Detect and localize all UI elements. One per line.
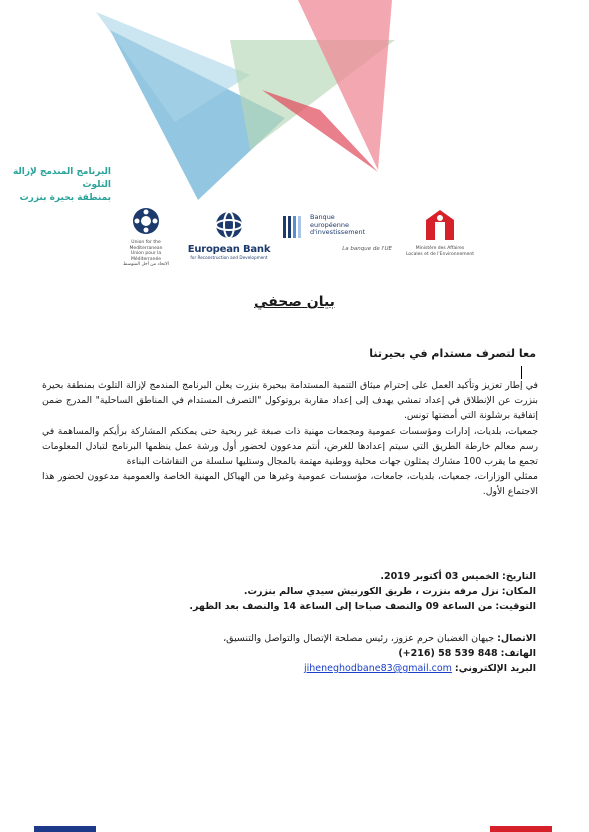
- eib-slogan: La banque de l'UE: [342, 246, 392, 252]
- document-subtitle: معا لتصرف مستدام في بحيرتنا: [369, 347, 536, 360]
- place-label: المكان:: [501, 586, 536, 597]
- ufm-line3: الاتحاد من أجل المتوسط: [123, 262, 169, 267]
- ministry-logo: [405, 208, 475, 257]
- contact-email: [223, 661, 536, 676]
- eib-line2: européenne: [310, 220, 349, 229]
- eib-logo: [282, 214, 392, 252]
- event-place: [189, 584, 536, 599]
- email-link[interactable]: jiheneghodbane83@gmail.com: [303, 663, 452, 674]
- contact-value: جيهان الغضبان حرم عزوز، رئيس مصلحة الإتصال والتواصل والتنسيق،: [223, 633, 495, 644]
- ebrd-name: European Bank: [187, 244, 271, 255]
- ufm-line2: Union pour la Méditerranée: [130, 251, 162, 262]
- ufm-logo: [116, 206, 176, 268]
- contact-phone: [223, 646, 536, 661]
- ufm-emblem-icon: [131, 206, 161, 236]
- contact-info: [223, 631, 536, 676]
- ministry-line2: Locales et de l'Environnement: [405, 251, 475, 257]
- date-value: الخميس 03 أكتوبر 2019.: [380, 571, 500, 582]
- event-time: [189, 599, 536, 614]
- paragraph-invitation: جمعيات، بلديات، إدارات ومؤسسات عمومية ومجمعات مهنية ذات صبغة غير ربحية حتى يمكنكم المشاركة برأيكم والمساهمة في رسم معالم خارطة الطريق التي سيتم إعدادها للغرض، أنتم مدعوون لحضور أول ورشة عمل ينظمها البرنامج لتبادل المعلومات تجمع ما يقرب 100 مشارك يمثلون جهات محلية ووطنية مهتمة بالمجال وستليها سلسلة من النقاشات البناءة: [42, 425, 538, 468]
- eib-bars-icon: [282, 214, 308, 240]
- eib-line1: Banque: [310, 213, 335, 221]
- ministry-line1: Ministère des Affaires: [415, 246, 465, 251]
- document-title: بيان صحفي: [254, 294, 335, 310]
- email-label: البريد الإلكتروني:: [454, 663, 536, 674]
- contact-person: [223, 631, 536, 646]
- phone-label: الهاتف:: [500, 648, 536, 659]
- body-text: [42, 378, 538, 500]
- eib-line3: d'investissement: [310, 228, 366, 236]
- footer-bar-red: [490, 826, 552, 832]
- ebrd-logo: [186, 210, 272, 260]
- time-label: التوقيت:: [495, 601, 536, 612]
- program-name-line2: بمنطقة بحيرة بنزرت: [19, 193, 111, 203]
- contact-label: الاتصال:: [497, 633, 536, 644]
- paragraph-participants: ممثلي الوزارات، جمعيات، بلديات، جامعات، مؤسسات عمومية وغيرها من الهياكل المهنية الخاصة والعمومية مدعوون لحضور هذا الاجتماع الأول.: [42, 471, 538, 498]
- ebrd-sub: for Reconstruction and Development: [190, 255, 268, 260]
- program-name-line1: البرنامج المندمج لإزالة التلوث: [12, 167, 111, 190]
- time-value: من الساعة 09 والنصف صباحا إلى الساعة 14 والنصف بعد الظهر.: [189, 601, 493, 612]
- ufm-line1: Union for the Mediterranean: [129, 240, 163, 251]
- event-date: [189, 569, 536, 584]
- footer-bar-blue: [34, 826, 96, 832]
- paragraph-intro: في إطار تعزيز وتأكيد العمل على إحترام ميثاق التنمية المستدامة ببحيرة بنزرت يعلن البرنامج المندمج لإزالة التلوث بمنطقة بحيرة بنزرت عن الإنطلاق في إعداد تمشي يهدف إلى إعداد مقاربة بروتوكول "التصرف المستدام في المناطق الساحلية" المدرج ضمن إتفاقية برشلونة التي أمضتها تونس.: [42, 380, 538, 422]
- date-label: التاريخ:: [502, 571, 536, 582]
- ebrd-globe-icon: [213, 210, 245, 240]
- program-name: [0, 166, 111, 205]
- place-value: نزل مرفه بنزرت ، طريق الكورنيش سيدي سالم بنزرت.: [243, 586, 499, 597]
- event-info: [189, 569, 536, 614]
- phone-value: (+216) 58 539 848: [398, 648, 498, 659]
- ministry-emblem-icon: [424, 208, 456, 242]
